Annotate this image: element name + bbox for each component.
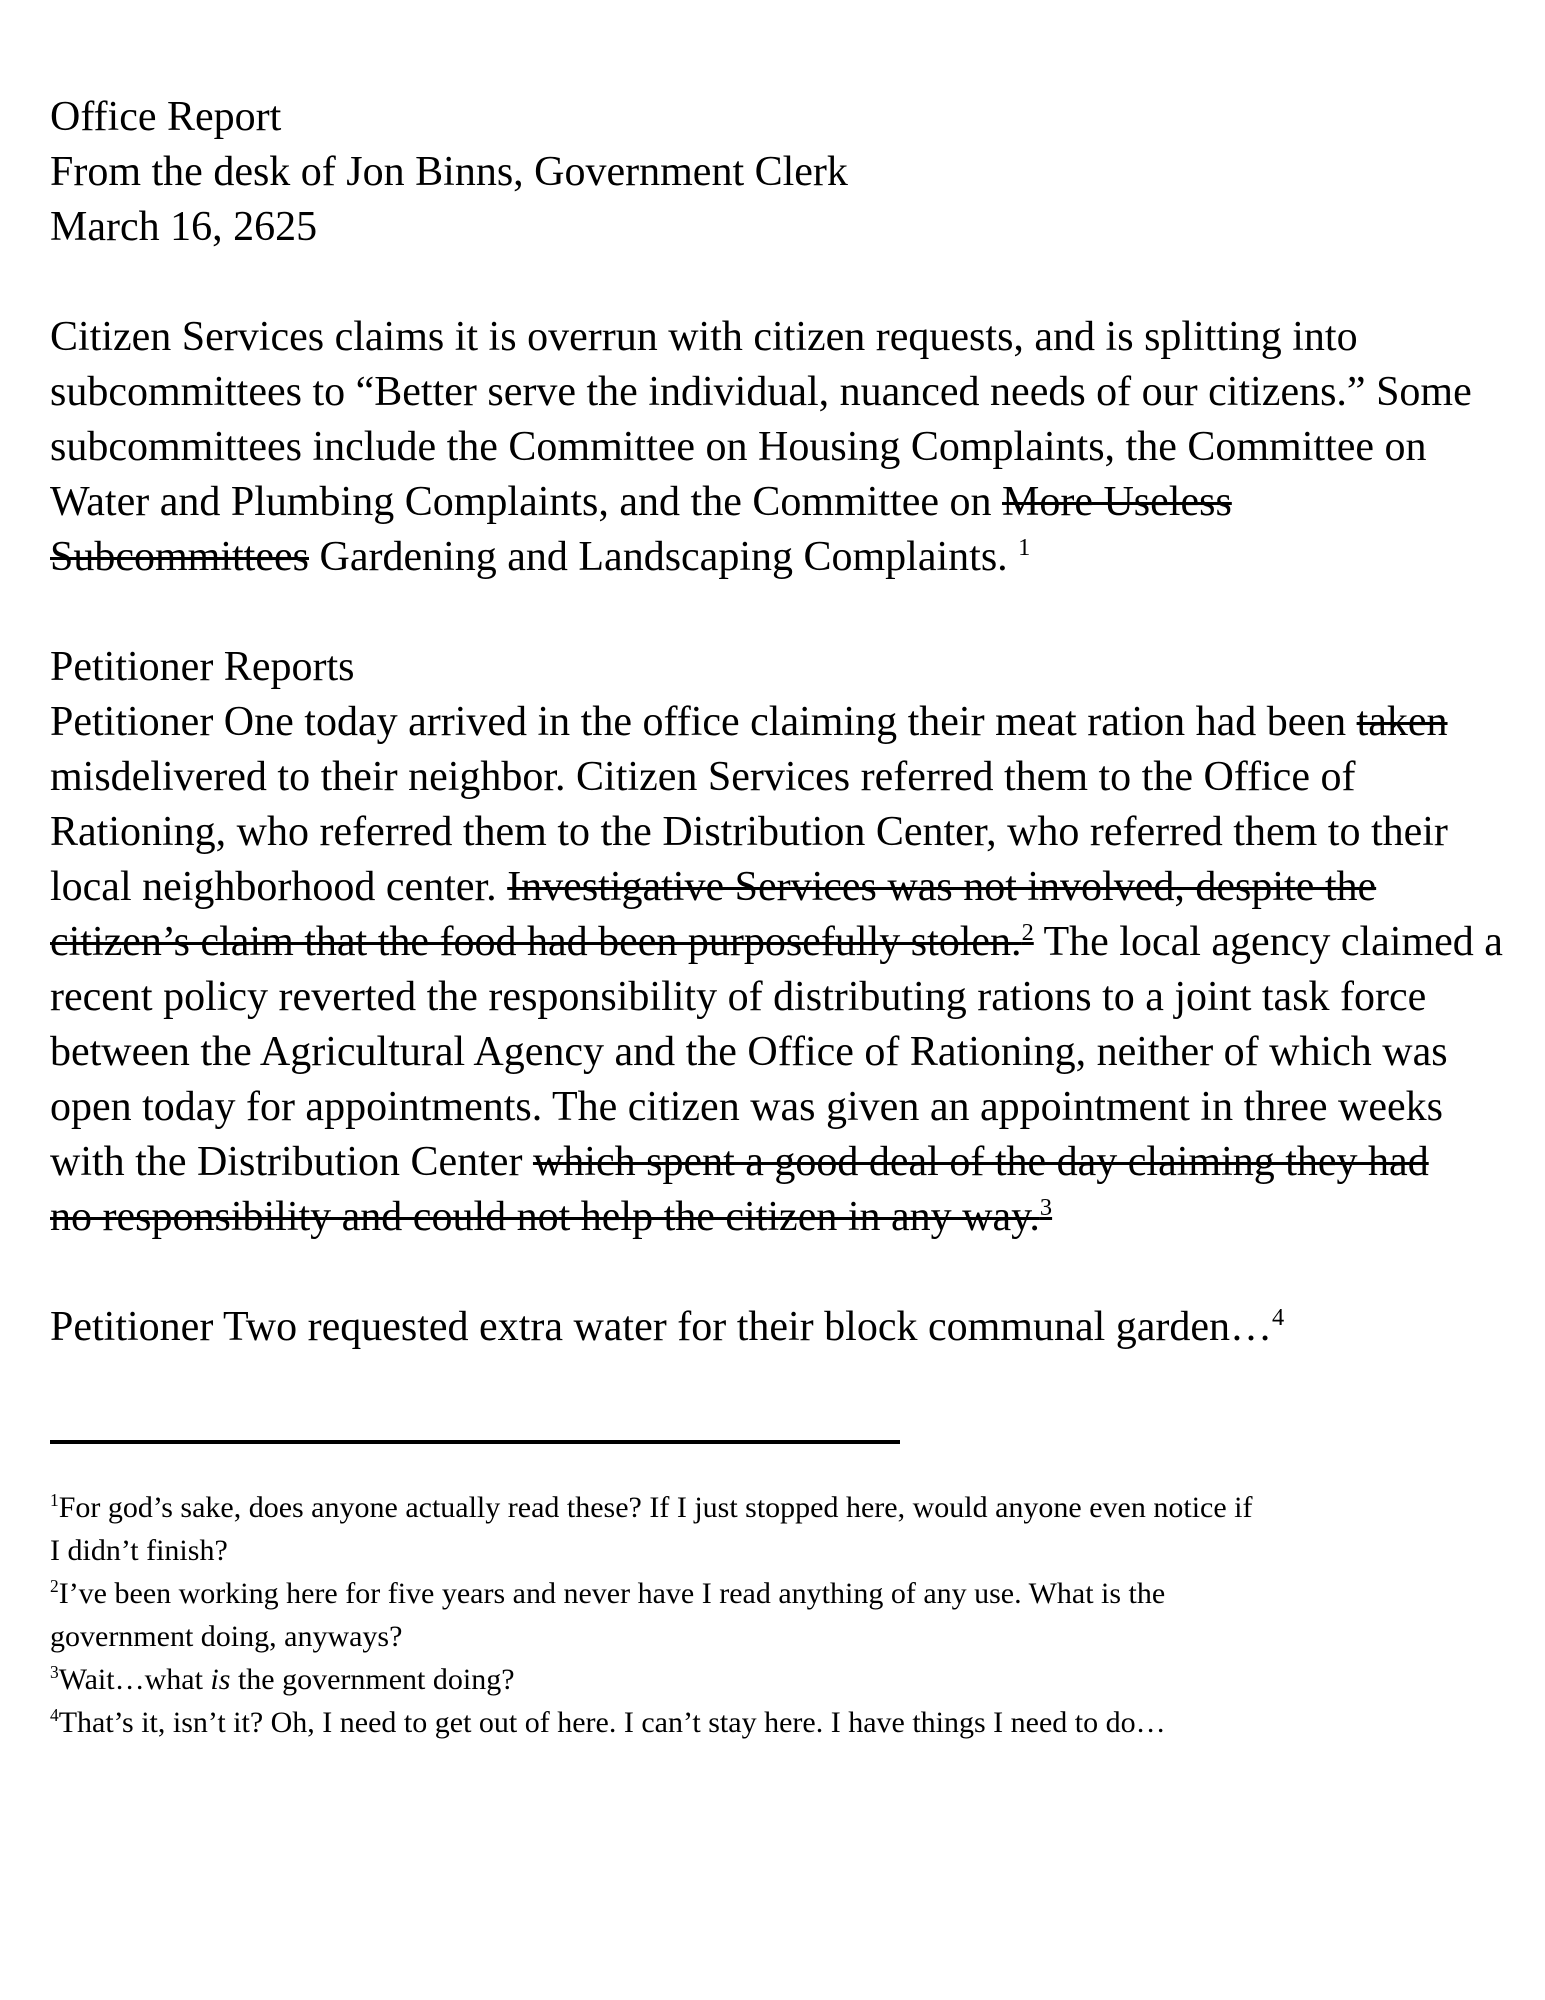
struck-text: which spent a good deal of the day claiming they had (532, 1139, 1429, 1185)
text-run: misdelivered to their neighbor. Citizen Services referred them to the Office of (50, 754, 1356, 800)
text-line (50, 750, 1485, 805)
text-line (50, 1529, 1485, 1572)
text-line (50, 420, 1485, 475)
superscript-marker: 2 (1021, 919, 1034, 946)
text-line (50, 1658, 1485, 1701)
struck-segment (507, 864, 1376, 910)
struck-segment (1002, 479, 1232, 525)
text-run: is (210, 1663, 231, 1696)
superscript-marker: 3 (1039, 1194, 1053, 1221)
text-line (50, 1572, 1485, 1615)
paragraph-petitioner-two (50, 1300, 1485, 1355)
superscript-marker: 1 (1018, 534, 1031, 561)
text-run: For god’s sake, does anyone actually read these? If I just stopped here, would anyone even notice if (58, 1491, 1253, 1524)
section-heading-petitioner-reports: Petitioner Reports (50, 644, 355, 690)
text-line (50, 1190, 1485, 1245)
text-line (50, 90, 1485, 145)
struck-segment (533, 1139, 1429, 1185)
paragraph-subcommittees (50, 310, 1485, 585)
struck-segment (1357, 699, 1448, 745)
report-body (50, 90, 1503, 1355)
struck-segment (50, 534, 309, 580)
text-line (50, 365, 1485, 420)
text-run: open today for appointments. The citizen was given an appointment in three weeks (50, 1084, 1443, 1130)
text-line (50, 1615, 1485, 1658)
text-run: Office Report (50, 94, 282, 140)
struck-text: Investigative Services was not involved, despite the (507, 864, 1377, 910)
struck-text: citizen’s claim that the food had been purposefully stolen. (50, 919, 1022, 965)
text-run: Citizen Services claims it is overrun with citizen requests, and is splitting into (50, 314, 1358, 360)
text-run: local neighborhood center. (50, 864, 508, 910)
text-line (50, 530, 1485, 585)
text-run: I didn’t finish? (50, 1534, 228, 1567)
struck-segment (50, 919, 1034, 965)
text-run: Water and Plumbing Complaints, and the Committee on (50, 479, 1002, 525)
text-run: Rationing, who referred them to the Distribution Center, who referred them to their (50, 809, 1448, 855)
text-line (50, 970, 1485, 1025)
text-line (50, 475, 1485, 530)
text-line (50, 1486, 1485, 1529)
text-line (50, 805, 1485, 860)
text-run: government doing, anyways? (50, 1620, 403, 1653)
text-line (50, 1025, 1485, 1080)
text-run: recent policy reverted the responsibility of distributing rations to a joint task force (50, 974, 1427, 1020)
text-run: Petitioner Two requested extra water for their block communal garden… (50, 1304, 1273, 1350)
text-line (50, 1135, 1485, 1190)
struck-text: More Useless (1002, 479, 1232, 525)
text-run: Wait…what (58, 1663, 211, 1696)
superscript-marker: 2 (50, 1576, 59, 1596)
text-run: with the Distribution Center (50, 1139, 533, 1185)
text-line (50, 1701, 1485, 1744)
footnote-separator-rule (50, 1440, 900, 1444)
text-line (50, 200, 1485, 255)
text-run: Gardening and Landscaping Complaints. (308, 534, 1019, 580)
superscript-marker: 1 (50, 1490, 59, 1510)
footnotes (50, 1486, 1485, 1744)
text-line (50, 1080, 1485, 1135)
text-run: the government doing? (230, 1663, 515, 1696)
text-run: subcommittees to “Better serve the individual, nuanced needs of our citizens.” Some (50, 369, 1472, 415)
struck-text: Subcommittees (50, 534, 309, 580)
text-line (50, 860, 1485, 915)
text-line (50, 915, 1503, 970)
text-line (50, 1300, 1485, 1355)
struck-text: no responsibility and could not help the citizen in any way. (50, 1194, 1040, 1240)
text-run: Petitioner One today arrived in the office claiming their meat ration had been (50, 699, 1357, 745)
superscript-marker: 4 (50, 1705, 59, 1725)
text-run: The local agency claimed a (1033, 919, 1503, 965)
superscript-marker: 3 (50, 1662, 59, 1682)
struck-segment (50, 1194, 1052, 1240)
report-header (50, 90, 1485, 255)
text-run: between the Agricultural Agency and the Office of Rationing, neither of which was (50, 1029, 1448, 1075)
text-line (50, 310, 1485, 365)
text-run: That’s it, isn’t it? Oh, I need to get out of here. I can’t stay here. I have things I need to do… (58, 1706, 1166, 1739)
text-run: subcommittees include the Committee on Housing Complaints, the Committee on (50, 424, 1427, 470)
struck-text: taken (1356, 699, 1448, 745)
text-line (50, 695, 1485, 750)
text-run: I’ve been working here for five years and never have I read anything of any use. What is the (58, 1577, 1166, 1610)
text-line (50, 145, 1485, 200)
text-run: March 16, 2625 (50, 204, 318, 250)
paragraph-petitioner-one (50, 695, 1503, 1245)
text-run: From the desk of Jon Binns, Government Clerk (50, 149, 848, 195)
superscript-marker: 4 (1272, 1304, 1285, 1331)
